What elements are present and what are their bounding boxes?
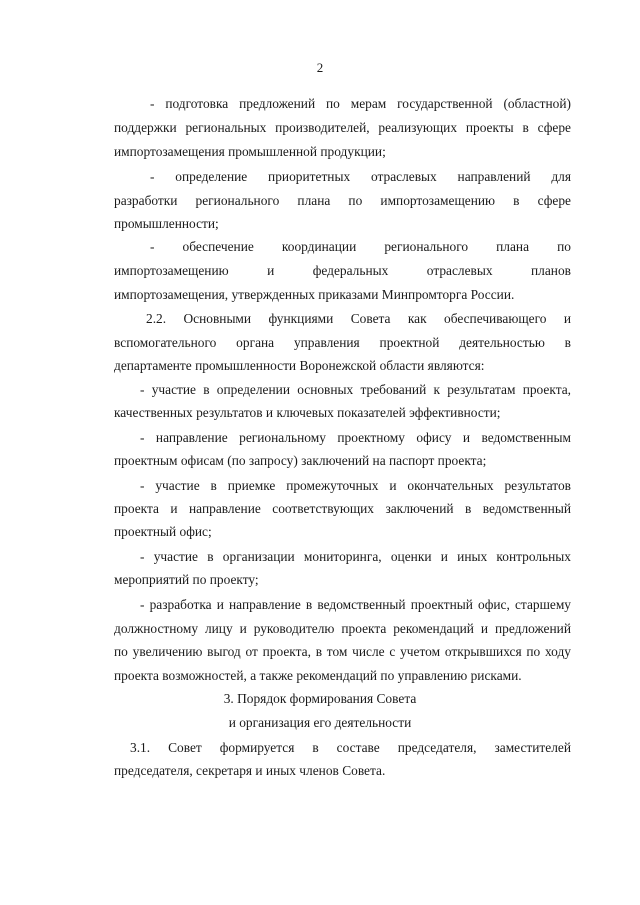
text-line: - участие в приемке промежуточных и окончательных результатов (140, 478, 571, 493)
text-line: председателя, секретаря и иных членов Совета. (114, 763, 386, 778)
text-line: - определение приоритетных отраслевых направлений для (150, 169, 571, 184)
text-line: - обеспечение координации регионального плана по (150, 239, 571, 254)
text-line: - разработка и направление в ведомственный проектный офис, старшему (140, 597, 571, 612)
text-line: импортозамещению и федеральных отраслевых планов (114, 263, 571, 278)
text-line: - подготовка предложений по мерам государственной (областной) (150, 96, 571, 111)
text-line: качественных результатов и ключевых показателей эффективности; (114, 405, 501, 420)
text-line: - участие в организации мониторинга, оценки и иных контрольных (140, 549, 571, 564)
section-heading: 3. Порядок формирования Совета (223, 691, 417, 706)
text-line: проекта и направление соответствующих заключений в ведомственный (114, 501, 571, 516)
text-line: импортозамещения промышленной продукции; (114, 144, 386, 159)
text-line: разработки регионального плана по импортозамещению в сфере (114, 193, 571, 208)
text-line: департаменте промышленности Воронежской области являются: (114, 358, 485, 373)
text-line: 3.1. Совет формируется в составе председателя, заместителей (130, 740, 571, 755)
text-line: проекта возможностей, а также рекомендаций по управлению рисками. (114, 668, 522, 683)
page-number: 2 (316, 60, 324, 75)
text-line: поддержки региональных производителей, реализующих проекты в сфере (114, 120, 571, 135)
section-heading: и организация его деятельности (228, 715, 412, 730)
text-line: мероприятий по проекту; (114, 572, 259, 587)
text-line: по увеличению выгод от проекта, в том числе с учетом открывшихся по ходу (114, 644, 571, 659)
text-line: проектным офисам (по запросу) заключений на паспорт проекта; (114, 453, 487, 468)
text-line: вспомогательного органа управления проектной деятельностью в (114, 335, 571, 350)
text-line: проектный офис; (114, 524, 212, 539)
text-line: должностному лицу и руководителю проекта рекомендаций и предложений (114, 621, 571, 636)
text-line: - участие в определении основных требований к результатам проекта, (140, 382, 571, 397)
text-line: 2.2. Основными функциями Совета как обеспечивающего и (146, 311, 571, 326)
text-line: импортозамещения, утвержденных приказами Минпромторга России. (114, 287, 515, 302)
text-line: промышленности; (114, 216, 219, 231)
text-line: - направление региональному проектному офису и ведомственным (140, 430, 571, 445)
